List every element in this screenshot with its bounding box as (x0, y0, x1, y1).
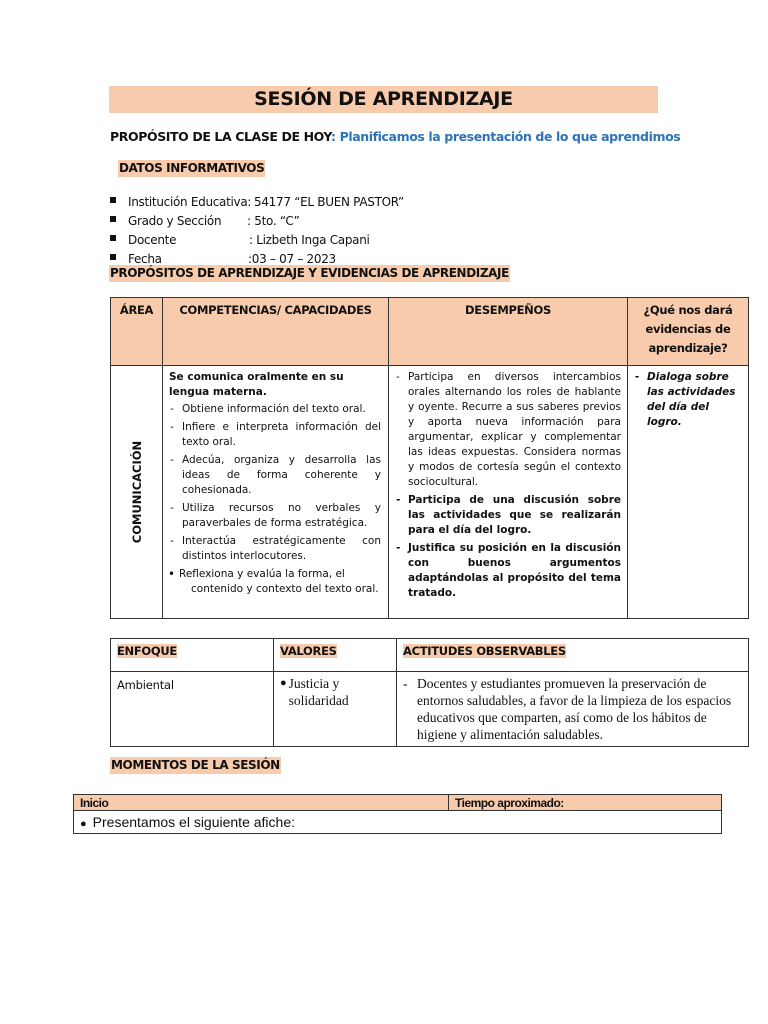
list-item: - Obtiene información del texto oral. (169, 402, 381, 417)
info-item-grado: Grado y Sección : 5to. “C” (110, 211, 404, 230)
info-item-docente: Docente : Lizbeth Inga Capani (110, 230, 404, 249)
inicio-label: Inicio (74, 795, 449, 811)
momentos-heading: MOMENTOS DE LA SESIÓN (111, 758, 280, 772)
enfoque-table (110, 638, 749, 747)
competencias-cell (163, 366, 389, 619)
desempenos-cell (389, 366, 628, 619)
table-row (111, 672, 749, 747)
square-bullet-icon (110, 254, 116, 260)
col-desempenos: DESEMPEÑOS (389, 298, 628, 366)
tiempo-label: Tiempo aproximado: (449, 795, 722, 811)
purpose-value: Planificamos la presentación de lo que aprendimos (339, 129, 681, 144)
momentos-table (73, 794, 722, 834)
valores-cell (274, 672, 397, 747)
table-row (74, 811, 722, 834)
col-competencias: COMPETENCIAS/ CAPACIDADES (163, 298, 389, 366)
table-header-row (111, 639, 749, 672)
list-item: - Adecúa, organiza y desarrolla las ideas de forma coherente y cohesionada. (169, 453, 381, 498)
purpose-label: PROPÓSITO DE LA CLASE DE HOY (110, 129, 331, 144)
table-header-row (74, 795, 722, 811)
info-item-institucion: Institución Educativa: 54177 “EL BUEN PASTOR” (110, 192, 404, 211)
list-item: - Interactúa estratégicamente con distintos interlocutores. (169, 534, 381, 564)
list-item: - Infiere e interpreta información del texto oral. (169, 420, 381, 450)
square-bullet-icon (110, 197, 116, 203)
list-item: • Reflexiona y evalúa la forma, el contenido y contexto del texto oral. (169, 567, 381, 597)
square-bullet-icon (110, 216, 116, 222)
dash-icon: - (403, 676, 408, 691)
capacidades-list (169, 402, 381, 597)
evidencias-cell (628, 366, 749, 619)
competencia-title: Se comunica oralmente en su lengua materna. (169, 371, 344, 398)
col-actitudes: ACTITUDES OBSERVABLES (403, 644, 566, 658)
class-purpose (110, 129, 680, 144)
list-item: - Participa en diversos intercambios orales alternando los roles de hablante y oyente. Recurre a sus saberes previos y aporta nueva información para argumentar, explicar y complementar las ideas expuestas. Considera normas y modos de cortesía según el contexto sociocultural. (395, 370, 621, 490)
datos-informativos-heading: DATOS INFORMATIVOS (119, 161, 265, 175)
col-area: ÁREA (111, 298, 163, 366)
col-enfoque: ENFOQUE (117, 644, 177, 658)
info-list (110, 192, 404, 268)
col-evidencias: ¿Qué nos dará evidencias de aprendizaje? (628, 298, 749, 366)
list-item: - Justifica su posición en la discusión con buenos argumentos adaptándolas al propósito del tema tratado. (395, 541, 621, 601)
area-cell (111, 366, 163, 619)
table-row (111, 366, 749, 619)
enfoque-value: Ambiental (111, 672, 274, 747)
info-item-fecha: Fecha :03 – 07 – 2023 (110, 249, 404, 268)
list-item: - Participa de una discusión sobre las actividades que se realizarán para el día del logro. (395, 493, 621, 538)
actitudes-value: Docentes y estudiantes promueven la preservación de entornos saludables, a favor de la limpieza de los espacios educativos que comparten, así como de los hábitos de higiene y alimentación saludables. (417, 676, 732, 742)
table-header-row (111, 298, 749, 366)
bullet-icon: ● (80, 818, 87, 830)
bullet-icon: ● (280, 677, 287, 689)
list-item: - Utiliza recursos no verbales y paraverbales de forma estratégica. (169, 501, 381, 531)
desempenos-list (395, 370, 621, 490)
propositos-table (110, 297, 749, 619)
momento-item: ● Presentamos el siguiente afiche: (74, 811, 722, 834)
actitudes-cell (397, 672, 749, 747)
page-title: SESIÓN DE APRENDIZAJE (109, 86, 658, 113)
purpose-separator: : (331, 129, 340, 144)
valores-value: Justicia y solidaridad (288, 676, 349, 708)
list-item: - Dialoga sobre las actividades del día del logro. (634, 370, 742, 430)
propositos-heading: PROPÓSITOS DE APRENDIZAJE Y EVIDENCIAS DE APRENDIZAJE (110, 266, 509, 280)
col-valores: VALORES (280, 644, 337, 658)
square-bullet-icon (110, 235, 116, 241)
area-label: COMUNICACIÓN (129, 440, 144, 544)
evidencias-list (634, 370, 742, 430)
desempenos-bold-list (395, 493, 621, 601)
